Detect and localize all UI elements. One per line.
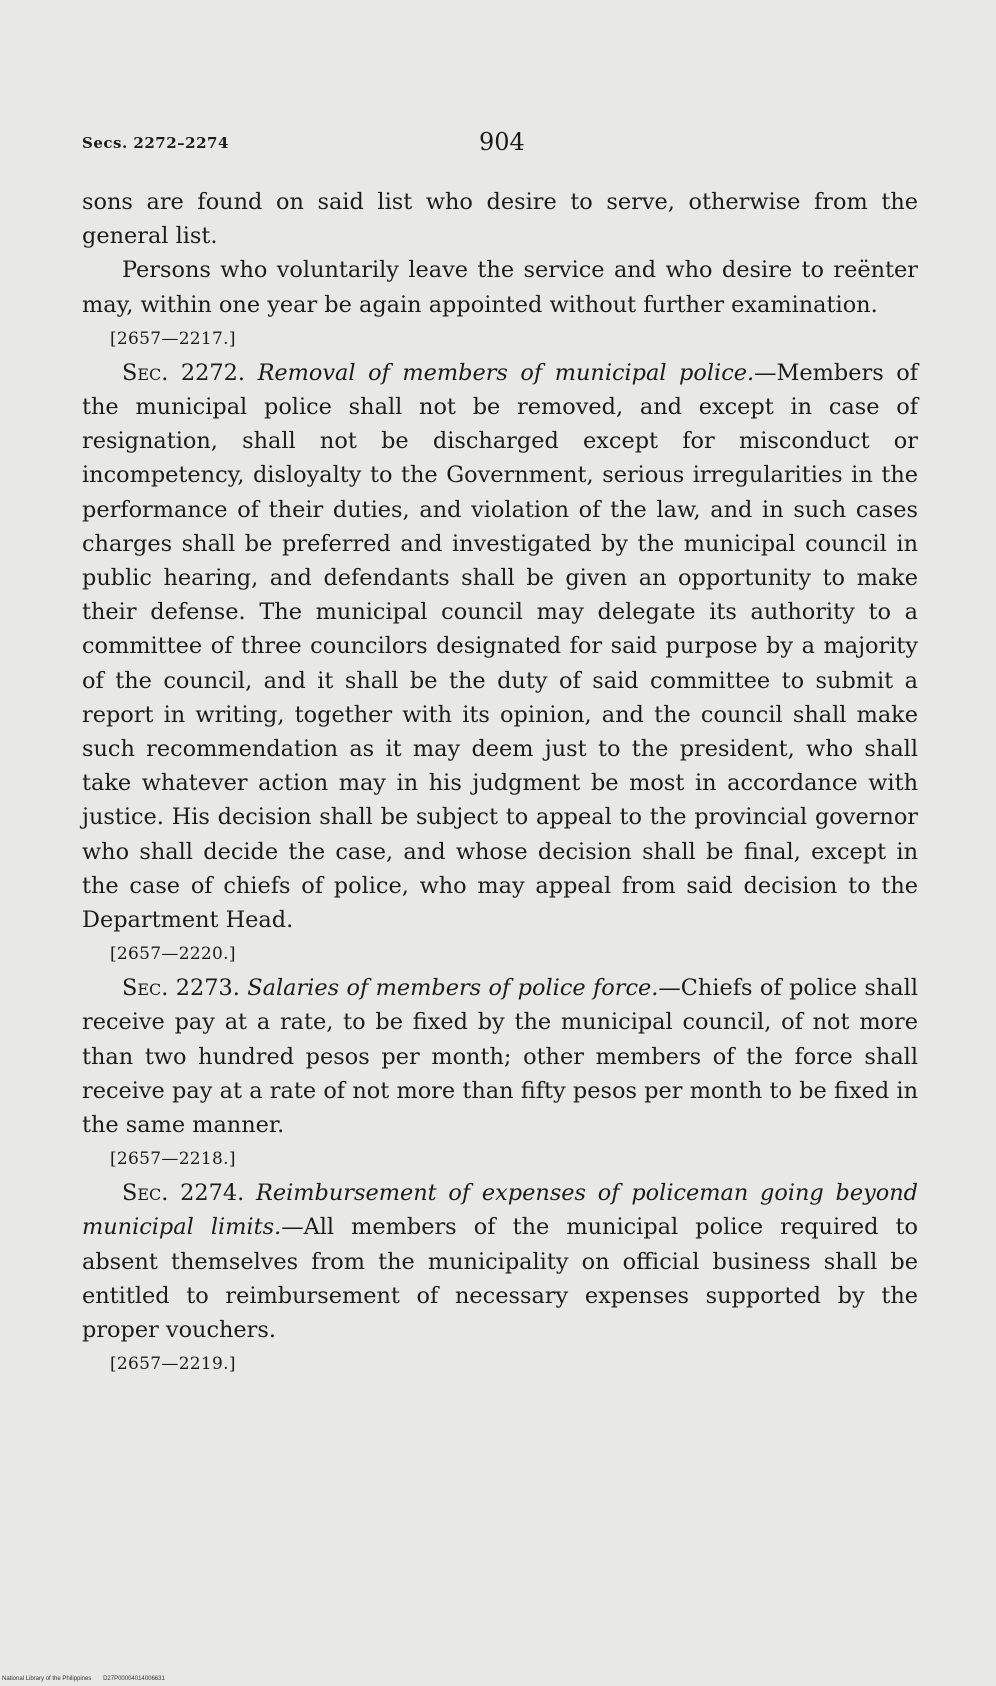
- section-2274: [82, 1176, 918, 1347]
- section-body: —All members of the municipal police required to absent themselves from the municipality on official business shall be entitled to reimbursement of necessary expenses supported by the proper vouchers.: [82, 1214, 918, 1344]
- section-range: Secs. 2272–2274: [82, 134, 229, 152]
- section-2272: [82, 356, 918, 937]
- reference-citation: [2657—2219.]: [110, 1354, 236, 1375]
- section-body: —Members of the municipal police shall not be removed, and except in case of resignation, shall not be discharged except for misconduct or incompetency, disloyalty to the Government, serious irregularities in the performance of their duties, and violation of the law, and in such cases charges shall be preferred and investigated by the municipal council in public hearing, and defendants shall be given an opportunity to make their defense. The municipal council may delegate its authority to a committee of three councilors designated for said purpose by a majority of the council, and it shall be the duty of said committee to submit a report in writing, together with its opinion, and the council shall make such recommendation as it may deem just to the president, who shall take whatever action may in his judgment be most in accordance with justice. His decision shall be subject to appeal to the provincial governor who shall decide the case, and whose decision shall be final, except in the case of chiefs of police, who may appeal from said decision to the Department Head.: [82, 359, 918, 934]
- page-body: [82, 185, 918, 1381]
- section-title: Salaries of members of police force.: [247, 975, 659, 1002]
- reference-citation: [2657—2217.]: [110, 328, 236, 349]
- page-number: 904: [479, 128, 525, 156]
- reenter-paragraph: Persons who voluntarily leave the service and who desire to reënter may, within one year be again appointed without further examination.: [82, 257, 918, 318]
- footer-source: National Library of the Philippines: [2, 1676, 92, 1682]
- reference-citation: [2657—2220.]: [110, 944, 236, 965]
- page-header: [82, 128, 922, 158]
- section-label: Sec. 2273.: [122, 975, 240, 1002]
- scan-footer: [2, 1676, 175, 1682]
- carryover-paragraph: sons are found on said list who desire to serve, otherwise from the general list.: [82, 189, 918, 250]
- section-2273: [82, 971, 918, 1142]
- reference-citation: [2657—2218.]: [110, 1149, 236, 1170]
- section-label: Sec. 2274.: [122, 1180, 245, 1207]
- section-label: Sec. 2272.: [122, 359, 246, 386]
- section-title: Removal of members of municipal police.: [257, 359, 755, 386]
- footer-id: D27P00004014006631: [103, 1676, 165, 1682]
- section-title: Reimbursement of expenses of policeman going beyond municipal limits.: [82, 1180, 918, 1241]
- section-body: —Chiefs of police shall receive pay at a rate, to be fixed by the municipal council, of not more than two hundred pesos per month; other members of the force shall receive pay at a rate of not more than fifty pesos per month to be fixed in the same manner.: [82, 975, 918, 1139]
